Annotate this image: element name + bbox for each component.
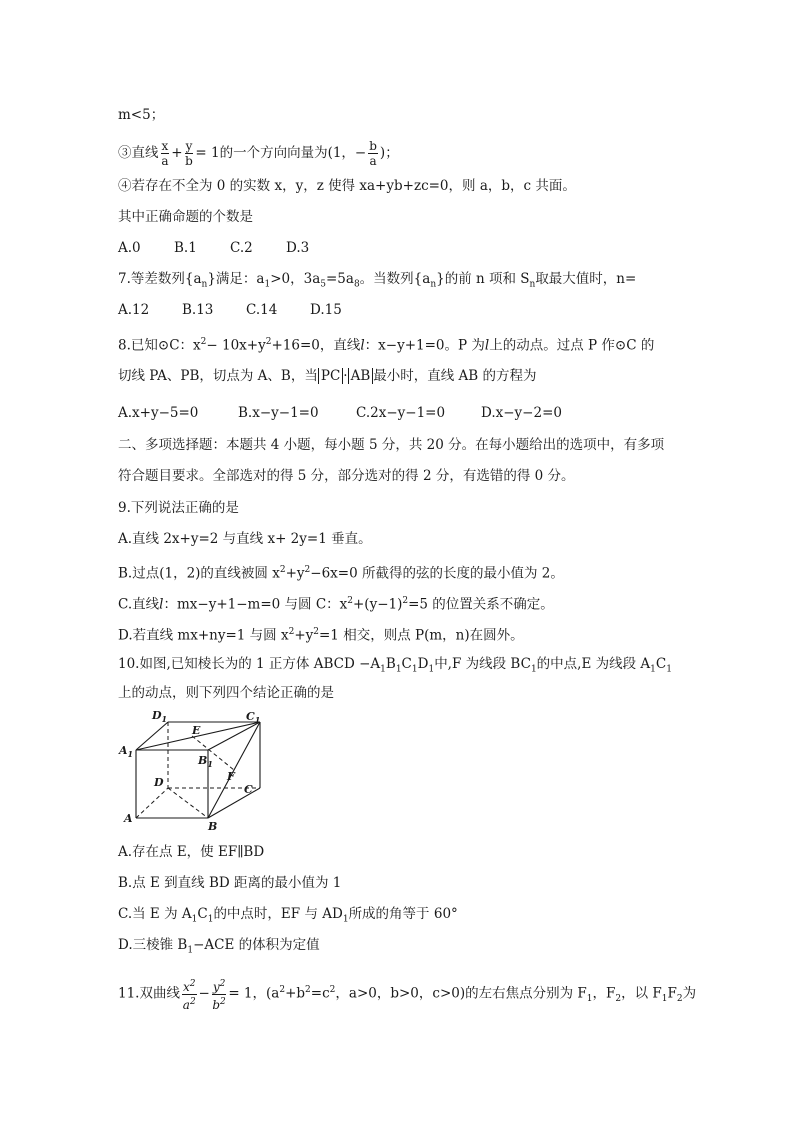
label-c1: $C_1$ [246,710,261,725]
cube-figure [118,708,268,832]
label-e: E [192,724,201,737]
hidden-edge-a-d [136,788,168,818]
label-d: D [154,776,164,789]
q10-option-c: C.当 E 为 $A_1C_1$的中点时，EF 与 $AD_1$所成的角等于 60° [118,906,458,925]
q10-stem-line-1: 10.如图,已知棱长为的 1 正方体 ABCD $-A_1B_1C_1D_1$中,F 为线段 $BC_1$的中点,E 为线段 $A_1C_1$ [118,656,672,675]
section-2-heading-line-2: 符合题目要求。全部选对的得 5 分，部分选对的得 2 分，有选错的得 0 分。 [118,468,575,484]
label-b1: $B_1$ [198,754,213,769]
section-2-heading-line-1: 二、多项选择题：本题共 4 小题，每小题 5 分，共 20 分。在每小题给出的选项中，有多项 [118,437,665,453]
fraction-b-over-a: $\frac{b}{a}$ [369,139,377,168]
q9-option-b: B.过点(1，2)的直线被圆 $x^2+y^2-6x=0$ 所截得的弦的长度的最小值为 2。 [118,565,564,582]
q7-option-b: B.13 [182,302,214,318]
q6-item-3: ③直线 $\frac{x}{a}$ + $\frac{y}{b}$ = 1的一个方向向量为(1，− $\frac{b}{a}$ )； [118,139,399,168]
fraction-y-over-b: $\frac{y}{b}$ [185,139,193,168]
q6-option-b: B.1 [174,240,197,256]
label-b: B [208,820,218,832]
q8-stem-line-2: 切线 PA、PB，切点为 A、B，当 PC · AB 最小时，直线 AB 的方程为 [118,368,537,384]
q6-stem: 其中正确命题的个数是 [118,209,253,225]
q8-option-a: A.x+y−5=0 [118,405,199,421]
q8-option-c: C.2x−y−1=0 [356,405,446,421]
q6-option-a: A.0 [118,240,141,256]
fraction-x-over-a: $\frac{x}{a}$ [161,139,169,168]
label-a: A [124,812,133,825]
q6-options [118,239,309,257]
fraction-y2-over-b2: $\frac{y^2}{b^2}$ [212,978,226,1012]
q7-option-d: D.15 [310,302,342,318]
q6-item-4: ④若存在不全为 0 的实数 x，y，z 使得 xa+yb+zc=0，则 a，b，c 共面。 [118,178,576,194]
q10-option-a: A.存在点 E，使 EF∥BD [118,844,265,860]
q9-option-d: D.若直线 mx+ny=1 与圆 $x^2+y^2=1$ 相交，则点 P(m，n)在圆外。 [118,627,524,644]
label-a1: $A_1$ [119,744,134,759]
q7-option-a: A.12 [118,302,150,318]
q11-stem: 11.双曲线 $\frac{x^2}{a^2}$ − $\frac{y^2}{b^2}$ = 1，($a^2+b^2=c^2$，a>0，b>0，c>0)的左右焦点分别为 $F_1$，$F_2$，以 $F_1F_2$为 [118,978,697,1012]
label-d1: $D_1$ [152,709,168,724]
q6-continuation: m<5； [118,107,165,123]
label-f: F [227,770,235,783]
q9-option-a: A.直线 2x+y=2 与直线 x+ 2y=1 垂直。 [118,531,372,547]
q7-stem: 7.等差数列$\{a_n\}$满足：$a_1>0$，$3a_5=5a_8$。当数列$\{a_n\}$的前 n 项和 $S_n$取最大值时，n= [118,271,637,290]
q8-stem-line-1: 8.已知⊙C：$x^2- 10x+y^2+16=0$，直线l：x−y+1=0。P 为l上的动点。过点 P 作⊙C 的 [118,337,655,354]
q10-option-d: D.三棱锥 $B_1-ACE$ 的体积为定值 [118,937,320,956]
edge-d1-a1 [136,722,168,750]
q6-option-c: C.2 [230,240,253,256]
label-c: C [244,783,253,796]
q10-option-b: B.点 E 到直线 BD 距离的最小值为 1 [118,875,342,891]
q9-stem: 9.下列说法正确的是 [118,500,239,516]
abs-ab: AB [348,368,374,384]
q7-options [118,301,342,319]
q9-option-c: C.直线l：mx−y+1−m=0 与圆 C：$x^2+(y-1)^2=5$ 的位置关系不确定。 [118,596,554,613]
q8-option-d: D.x−y−2=0 [481,405,562,421]
q10-stem-line-2: 上的动点，则下列四个结论正确的是 [118,685,334,701]
q7-option-c: C.14 [246,302,278,318]
q8-options [118,404,562,422]
fraction-x2-over-a2: $\frac{x^2}{a^2}$ [182,978,196,1012]
q6-option-d: D.3 [286,240,310,256]
abs-pc: PC [318,368,343,384]
q8-option-b: B.x−y−1=0 [238,405,319,421]
hidden-segment-d-b [168,788,208,818]
